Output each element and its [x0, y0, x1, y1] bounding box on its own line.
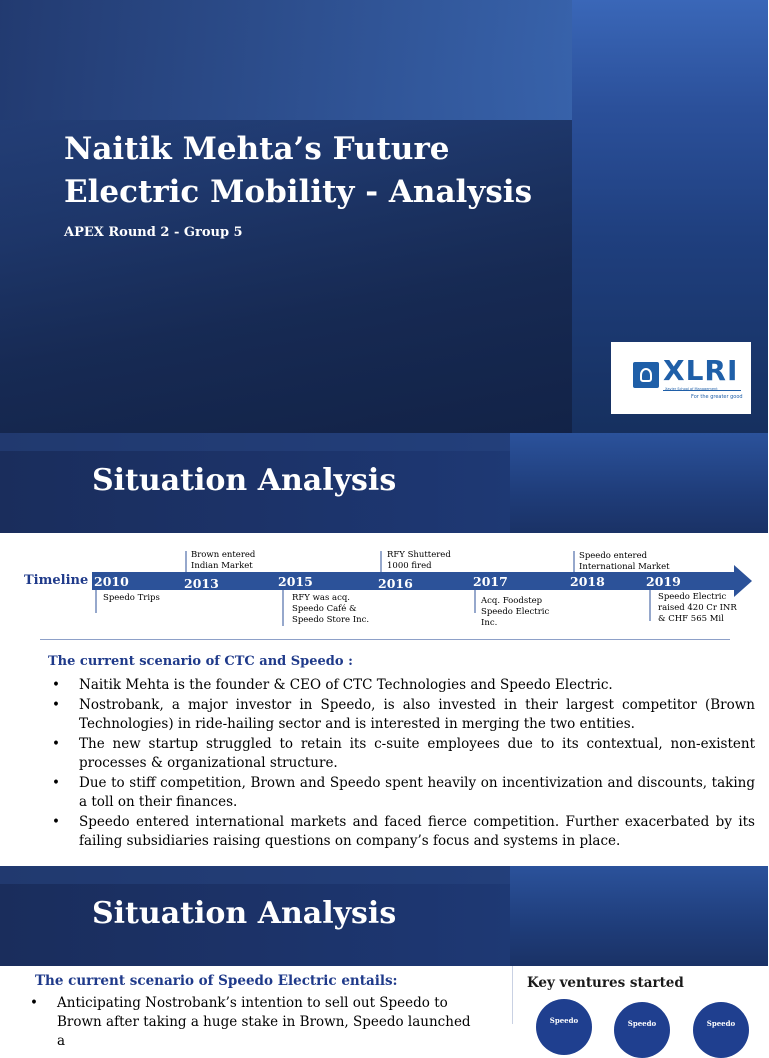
key-ventures-panel: [512, 966, 769, 1028]
list-item: • Speedo entered international markets and faced fierce competition. Further exacerbated by its failing subsidiaries raising questions on company’s focus and systems in place.: [52, 813, 755, 852]
ventures-title: Key ventures started: [527, 975, 684, 991]
list-item: • Anticipating Nostrobank’s intention to sell out Speedo to Brown after taking a huge stake in Brown, Speedo launched a: [30, 994, 480, 1051]
header-decoration: [0, 866, 510, 884]
event-label: 1000 fired: [387, 561, 432, 571]
timeline-year: 2016: [378, 576, 413, 591]
timeline-year: 2015: [278, 574, 313, 589]
venture-badge: Speedo: [536, 999, 592, 1055]
event-label: Brown entered: [191, 550, 256, 560]
event-label: Speedo Café &: [292, 604, 357, 614]
event-label: Inc.: [481, 618, 498, 628]
list-item: • The new startup struggled to retain its c-suite employees due to its contextual, non-existent processes & organizational structure.: [52, 735, 755, 774]
timeline-arrow-icon: [734, 565, 752, 597]
timeline-year: 2010: [94, 574, 129, 589]
slide-subtitle: APEX Round 2 - Group 5: [64, 225, 243, 240]
scenario-bullet-list: [52, 676, 755, 852]
header-decoration: [510, 866, 768, 966]
slide-title: Naitik Mehta’s Future Electric Mobility - Analysis: [64, 131, 533, 210]
timeline-graphic: [0, 533, 768, 633]
logo-subtext: Xavier School of Management: [665, 387, 718, 391]
speedo-electric-body: [0, 966, 768, 1049]
section-title: Situation Analysis: [92, 463, 397, 498]
event-label: Speedo Electric: [481, 607, 550, 617]
timeline-year: 2018: [570, 574, 605, 589]
slide-header: [0, 866, 768, 966]
event-label: & CHF 565 Mil: [658, 614, 724, 624]
scenario-heading: The current scenario of Speedo Electric entails:: [35, 973, 398, 989]
event-label: Acq. Foodstep: [481, 596, 543, 606]
timeline-year: 2017: [473, 574, 508, 589]
timeline-label: Timeline: [24, 573, 89, 588]
event-label: International Market: [579, 562, 670, 572]
timeline-year: 2013: [184, 576, 219, 591]
background-panel: [0, 0, 572, 120]
divider: [40, 639, 730, 640]
event-label: Speedo Trips: [103, 593, 160, 603]
list-item: • Nostrobank, a major investor in Speedo, is also invested in their largest competitor (Brown Technologies) in ride-hailing sector and is interested in merging the two entities.: [52, 696, 755, 735]
scenario-bullet-list: [30, 994, 480, 1051]
situation-analysis-body: [0, 533, 768, 866]
list-item: • Due to stiff competition, Brown and Speedo spent heavily on incentivization and discounts, taking a toll on their finances.: [52, 774, 755, 813]
slide-header: [0, 433, 768, 533]
venture-badge: Speedo: [693, 1002, 749, 1058]
header-decoration: [0, 433, 510, 451]
header-decoration: [510, 433, 768, 533]
scenario-heading: The current scenario of CTC and Speedo :: [48, 654, 353, 669]
venture-badge: Speedo: [614, 1002, 670, 1058]
event-label: Speedo Store Inc.: [292, 615, 370, 625]
xlri-emblem-icon: [633, 362, 659, 388]
event-label: Speedo Electric: [658, 592, 727, 602]
timeline-year: 2019: [646, 574, 681, 589]
event-label: RFY Shuttered: [387, 550, 451, 560]
xlri-logo: [611, 342, 751, 414]
logo-tagline: For the greater good: [691, 394, 743, 400]
section-title: Situation Analysis: [92, 896, 397, 931]
event-label: Speedo entered: [579, 551, 648, 561]
list-item: • Naitik Mehta is the founder & CEO of CTC Technologies and Speedo Electric.: [52, 676, 755, 696]
logo-wordmark: XLRI: [663, 354, 739, 387]
event-label: RFY was acq.: [292, 593, 350, 603]
title-slide: [0, 0, 768, 433]
event-label: raised 420 Cr INR: [658, 603, 737, 613]
event-label: Indian Market: [191, 561, 253, 571]
